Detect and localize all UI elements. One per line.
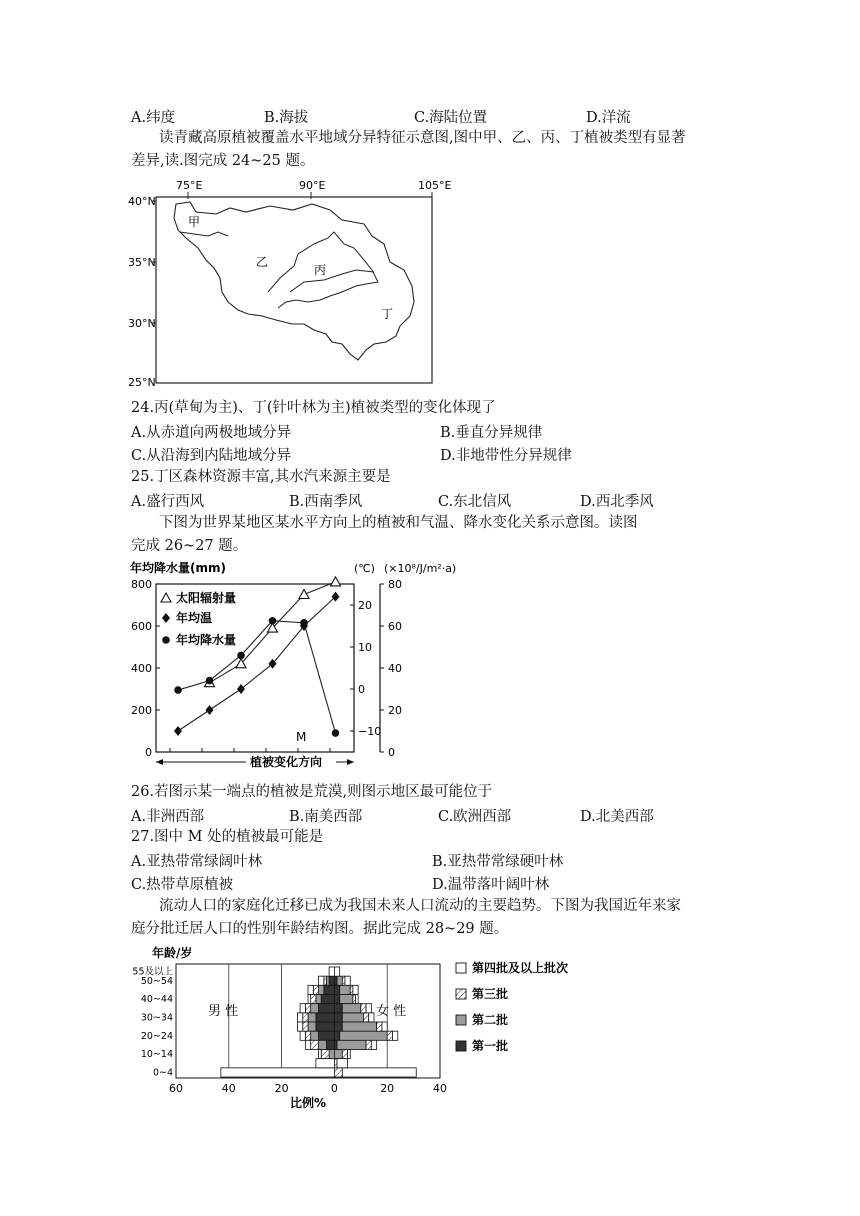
- q23-option-d: D.洋流: [586, 110, 631, 126]
- q27-stem: 27.图中 M 处的植被最可能是: [131, 829, 324, 845]
- data-point-diamond: [237, 684, 245, 694]
- pyramid-bar-male: [319, 1031, 335, 1040]
- age-tick-label: 50~54: [140, 975, 173, 987]
- data-point-triangle: [331, 577, 341, 586]
- population-pyramid-chart: [130, 942, 590, 1110]
- pyramid-bar-female: [334, 995, 339, 1004]
- x-tick-label: 0: [330, 1082, 338, 1095]
- age-tick-label: 30~34: [140, 1012, 173, 1024]
- data-point-circle: [174, 686, 182, 694]
- age-tick-label: 10~14: [140, 1049, 173, 1061]
- data-point-diamond: [174, 726, 182, 736]
- x-tick-label: 20: [380, 1082, 395, 1095]
- pyramid-bar-female: [337, 1040, 366, 1049]
- region-label-ding: 丁: [381, 307, 394, 321]
- q26-stem: 26.若图示某一端点的植被是荒漠,则图示地区最可能位于: [131, 784, 493, 800]
- legend-label: 年均降水量: [176, 633, 237, 647]
- region-label-bing: 丙: [314, 263, 327, 277]
- intro-26-27-line2: 完成 26~27 题。: [131, 538, 248, 554]
- pyramid-bar-male: [311, 1040, 319, 1049]
- pyramid-bar-female: [392, 1031, 397, 1040]
- q23-option-b: B.海拔: [264, 110, 309, 126]
- region-boundary: [290, 270, 374, 292]
- pyramid-bar-male: [305, 1040, 310, 1049]
- pyramid-bar-male: [303, 1013, 308, 1022]
- rad-tick-label: 40: [388, 662, 402, 675]
- pyramid-bar-female: [366, 1040, 371, 1049]
- region-label-jia: 甲: [188, 215, 201, 229]
- pyramid-bar-female: [334, 1022, 342, 1031]
- pyramid-bar-male: [319, 1040, 327, 1049]
- legend-swatch: [456, 1015, 466, 1025]
- pyramid-bar-female: [342, 1004, 360, 1013]
- pyramid-bar-male: [329, 967, 334, 976]
- age-tick-label: 40~44: [140, 994, 173, 1006]
- pyramid-bar-male: [303, 1022, 308, 1031]
- legend-triangle-icon: [161, 593, 171, 602]
- pyramid-bar-female: [337, 976, 342, 985]
- rad-tick-label: 80: [388, 578, 402, 591]
- q26-option-d: D.北美西部: [580, 809, 654, 825]
- left-tick-label: 400: [131, 662, 152, 675]
- pyramid-bar-female: [342, 1050, 347, 1059]
- intro-24-25-line1: 读青藏高原植被覆盖水平地域分异特征示意图,图中甲、乙、丙、丁植被类型有显著: [159, 130, 686, 146]
- q24-option-b: B.垂直分异规律: [440, 425, 543, 441]
- intro-28-29-line1: 流动人口的家庭化迁移已成为我国未来人口流动的主要趋势。下图为我国近年来家: [159, 898, 681, 914]
- q25-option-a: A.盛行西风: [131, 494, 205, 510]
- legend-swatch: [456, 989, 466, 999]
- pyramid-bar-male: [308, 1013, 316, 1022]
- pyramid-bar-female: [356, 995, 359, 1004]
- q23-option-c: C.海陆位置: [414, 110, 488, 126]
- q23-option-a: A.纬度: [131, 110, 176, 126]
- intro-26-27-line1: 下图为世界某地区某水平方向上的植被和气温、降水变化关系示意图。读图: [159, 515, 638, 531]
- pyramid-bar-female: [340, 995, 353, 1004]
- left-tick-label: 800: [131, 578, 152, 591]
- temp-tick-label: −10: [358, 725, 382, 738]
- pyramid-bar-male: [297, 1013, 302, 1022]
- rad-tick-label: 0: [388, 746, 395, 759]
- age-tick-label: 55及以上: [132, 966, 173, 978]
- pyramid-bar-female: [345, 976, 350, 985]
- pyramid-bar-female: [371, 1040, 376, 1049]
- left-tick-label: 600: [131, 620, 152, 633]
- rad-axis-title: (×10⁸/J/m²·a): [384, 562, 457, 575]
- lon-label: 90°E: [299, 179, 326, 192]
- pyramid-bar-male: [297, 1022, 302, 1031]
- x-tick-label: 40: [433, 1082, 447, 1095]
- q25-option-d: D.西北季风: [580, 494, 654, 510]
- pyramid-bar-female: [334, 1031, 339, 1040]
- pyramid-bar-female: [334, 985, 339, 994]
- intro-24-25-line2: 差异,读.图完成 24~25 题。: [131, 153, 315, 169]
- q24-stem: 24.丙(草甸为主)、丁(针叶林为主)植被类型的变化体现了: [131, 400, 496, 416]
- region-boundary: [180, 232, 228, 236]
- q27-option-d: D.温带落叶阔叶林: [432, 877, 550, 893]
- female-label: 女 性: [376, 1004, 407, 1019]
- pyramid-bar-female: [334, 1004, 342, 1013]
- pyramid-bar-male: [311, 1031, 319, 1040]
- pyramid-bar-female: [334, 1013, 342, 1022]
- pyramid-bar-male: [305, 1031, 310, 1040]
- pyramid-bar-female: [340, 985, 351, 994]
- pyramid-bar-female: [342, 1013, 363, 1022]
- data-point-triangle: [299, 590, 309, 599]
- pyramid-bar-female: [377, 1022, 382, 1031]
- intro-28-29-line2: 庭分批迁居人口的性别年龄结构图。据此完成 28~29 题。: [131, 921, 509, 937]
- pyramid-bar-male: [321, 995, 334, 1004]
- pyramid-bar-male: [319, 1004, 335, 1013]
- region-label-yi: 乙: [256, 255, 269, 269]
- temp-tick-label: 10: [358, 641, 372, 654]
- legend-swatch: [456, 1041, 466, 1051]
- pyramid-bar-male: [324, 985, 335, 994]
- data-point-diamond: [332, 592, 340, 602]
- pyramid-bar-male: [308, 1022, 316, 1031]
- pyramid-bar-female: [334, 1068, 342, 1077]
- left-tick-label: 200: [131, 704, 152, 717]
- pyramid-bar-male: [311, 995, 316, 1004]
- q26-option-b: B.南美西部: [289, 809, 363, 825]
- annotation-m: M: [296, 730, 307, 744]
- data-point-circle: [206, 677, 214, 685]
- pyramid-bar-male: [313, 985, 318, 994]
- lon-label: 105°E: [418, 179, 452, 192]
- lat-label: 30°N: [128, 317, 156, 330]
- pyramid-bar-female: [342, 1022, 376, 1031]
- legend-label: 第二批: [472, 1013, 509, 1027]
- pyramid-bar-female: [340, 1031, 388, 1040]
- pyramid-bar-male: [300, 1031, 305, 1040]
- pyramid-bar-female: [366, 1004, 371, 1013]
- rad-tick-label: 20: [388, 704, 402, 717]
- temp-tick-label: 20: [358, 599, 372, 612]
- pyramid-bar-female: [369, 1013, 374, 1022]
- pyramid-x-title: 比例%: [290, 1096, 327, 1110]
- pyramid-bar-male: [319, 985, 324, 994]
- legend-diamond-icon: [162, 613, 170, 623]
- q24-option-a: A.从赤道向两极地域分异: [131, 425, 292, 441]
- pyramid-bar-female: [348, 1050, 351, 1059]
- q26-option-c: C.欧洲西部: [438, 809, 512, 825]
- pyramid-bar-male: [300, 1004, 305, 1013]
- pyramid-bar-female: [334, 1050, 342, 1059]
- pyramid-bar-male: [305, 1004, 310, 1013]
- pyramid-bar-male: [316, 1059, 334, 1068]
- male-label: 男 性: [208, 1004, 239, 1019]
- pyramid-bar-female: [337, 1059, 348, 1068]
- pyramid-bar-male: [319, 1050, 322, 1059]
- q27-option-a: A.亚热带常绿阔叶林: [131, 854, 263, 870]
- legend-label: 第四批及以上批次: [472, 961, 569, 975]
- rad-tick-label: 60: [388, 620, 402, 633]
- pyramid-bar-female: [382, 1022, 387, 1031]
- pyramid-bar-male: [319, 976, 324, 985]
- data-point-diamond: [206, 705, 214, 715]
- pyramid-bar-female: [342, 1068, 416, 1077]
- pyramid-bar-male: [311, 1004, 319, 1013]
- q24-option-d: D.非地带性分异规律: [440, 448, 572, 464]
- pyramid-bar-female: [361, 1004, 366, 1013]
- lat-label: 25°N: [128, 376, 156, 389]
- data-point-circle: [237, 652, 245, 660]
- age-tick-label: 0~4: [152, 1067, 173, 1079]
- left-axis-title: 年均降水量(mm): [130, 561, 226, 575]
- x-tick-label: 60: [169, 1082, 183, 1095]
- q25-stem: 25.丁区森林资源丰富,其水汽来源主要是: [131, 469, 391, 485]
- climate-line-chart: [126, 558, 496, 778]
- q27-option-b: B.亚热带常绿硬叶林: [432, 854, 564, 870]
- pyramid-bar-male: [321, 1050, 329, 1059]
- age-tick-label: 20~24: [140, 1030, 173, 1042]
- pyramid-bar-female: [363, 1013, 368, 1022]
- legend-label: 第三批: [472, 987, 509, 1001]
- data-point-circle: [300, 619, 308, 627]
- lat-label: 35°N: [128, 256, 156, 269]
- plot-frame: [156, 584, 354, 752]
- temp-tick-label: 0: [358, 683, 365, 696]
- pyramid-bar-male: [329, 1050, 334, 1059]
- pyramid-bar-female: [353, 985, 358, 994]
- pyramid-y-title: 年龄/岁: [152, 946, 193, 960]
- pyramid-bar-male: [316, 995, 321, 1004]
- tibet-vegetation-map: [128, 174, 458, 392]
- left-tick-label: 0: [145, 746, 152, 759]
- q27-option-c: C.热带草原植被: [131, 877, 234, 893]
- q26-option-a: A.非洲西部: [131, 809, 205, 825]
- lat-label: 40°N: [128, 195, 156, 208]
- pyramid-bar-male: [329, 976, 334, 985]
- pyramid-bar-male: [221, 1068, 335, 1077]
- q25-option-b: B.西南季风: [289, 494, 363, 510]
- lon-label: 75°E: [176, 179, 203, 192]
- x-axis-title: 植被变化方向: [250, 755, 323, 769]
- x-tick-label: 20: [274, 1082, 289, 1095]
- data-point-circle: [332, 729, 340, 737]
- legend-label: 太阳辐射量: [176, 591, 237, 605]
- pyramid-bar-male: [326, 1040, 334, 1049]
- q24-option-c: C.从沿海到内陆地域分异: [131, 448, 292, 464]
- pyramid-bar-female: [334, 967, 339, 976]
- data-point-circle: [269, 617, 277, 625]
- legend-swatch: [456, 963, 466, 973]
- x-tick-label: 40: [221, 1082, 236, 1095]
- legend-label: 第一批: [472, 1039, 509, 1053]
- legend-circle-icon: [162, 636, 170, 644]
- pyramid-bar-male: [316, 1013, 334, 1022]
- pyramid-bar-male: [308, 995, 311, 1004]
- legend-label: 年均温: [176, 611, 213, 625]
- pyramid-bar-male: [308, 985, 313, 994]
- q25-option-c: C.东北信风: [438, 494, 512, 510]
- temp-axis-title: (℃): [354, 562, 375, 575]
- pyramid-bar-female: [387, 1031, 392, 1040]
- pyramid-bar-male: [316, 1022, 334, 1031]
